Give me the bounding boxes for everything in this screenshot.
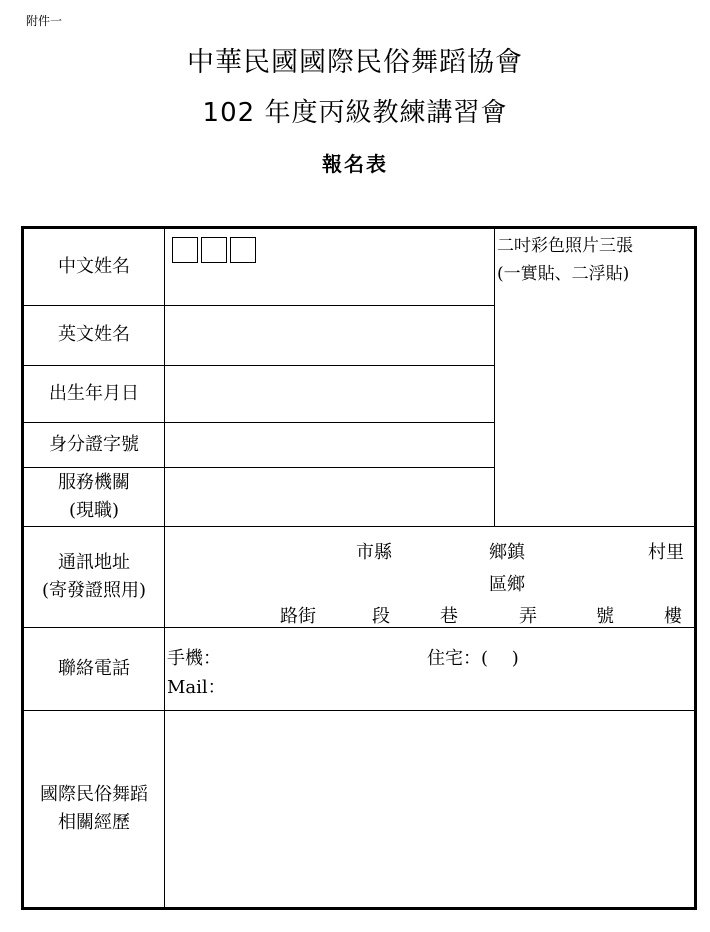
address-lane: 巷 — [440, 606, 458, 627]
birth-date-label — [24, 365, 164, 422]
employer-label-line1: 服務機關 — [58, 471, 130, 493]
address-alley: 弄 — [519, 606, 537, 627]
employer-label — [24, 467, 164, 526]
id-number-field[interactable] — [165, 423, 494, 467]
phone-label-text: 聯絡電話 — [58, 657, 130, 679]
experience-label-line1: 國際民俗舞蹈 — [40, 783, 148, 805]
english-name-field[interactable] — [165, 306, 494, 365]
address-township: 鄉鎮 — [489, 542, 525, 563]
registration-form — [21, 226, 697, 910]
employer-label-line2: (現職) — [68, 499, 120, 521]
chinese-name-label — [24, 229, 164, 305]
address-road: 路街 — [280, 606, 316, 627]
employer-field[interactable] — [165, 468, 494, 526]
address-label-line1: 通訊地址 — [58, 551, 130, 573]
id-number-label — [24, 422, 164, 467]
postal-code-box[interactable] — [201, 237, 227, 263]
phone-label — [24, 627, 164, 710]
address-city: 市縣 — [356, 542, 392, 563]
postal-code-box[interactable] — [230, 237, 256, 263]
organization-title: 中華民國國際民俗舞蹈協會 — [187, 47, 523, 78]
experience-label-line2: 相關經歷 — [58, 811, 130, 833]
address-district: 區鄉 — [489, 574, 525, 595]
address-floor: 樓 — [664, 606, 682, 627]
birth-date-field[interactable] — [165, 366, 494, 422]
mobile-label: 手機： — [167, 648, 221, 669]
english-name-label-text: 英文姓名 — [58, 324, 130, 345]
address-village: 村里 — [648, 542, 684, 563]
postal-code-box[interactable] — [172, 237, 198, 263]
address-label — [24, 526, 164, 627]
chinese-name-label-text: 中文姓名 — [58, 256, 130, 277]
event-title: 102 年度丙級教練講習會 — [202, 98, 508, 128]
address-section: 段 — [372, 606, 390, 627]
birth-date-label-text: 出生年月日 — [49, 382, 139, 404]
form-title: 報名表 — [322, 152, 388, 176]
photo-note-line2: (一實貼、二浮貼) — [497, 264, 630, 284]
address-label-line2: (寄發證照用) — [41, 579, 147, 601]
english-name-label — [24, 305, 164, 365]
address-number: 號 — [596, 606, 614, 627]
home-phone-label: 住宅：( ) — [427, 648, 519, 669]
id-number-label-text: 身分證字號 — [49, 433, 139, 455]
experience-field[interactable] — [165, 711, 694, 907]
mail-label: Mail： — [167, 677, 226, 698]
experience-label — [24, 710, 164, 907]
attachment-label: 附件一 — [26, 14, 63, 28]
photo-note-line1: 二吋彩色照片三張 — [497, 236, 633, 256]
